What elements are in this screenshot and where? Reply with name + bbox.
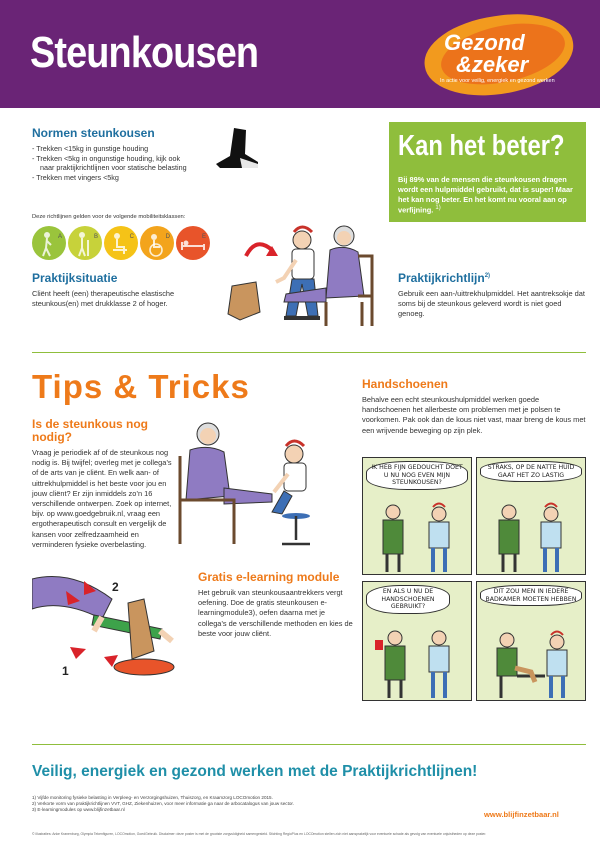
mobility-class-letter: C [129,234,134,240]
footnotes [32,795,452,814]
praktijksituatie-section [32,271,222,309]
stocking-aid-hands-illustration [32,569,192,683]
mobility-class-c-icon [104,226,138,260]
elearning-text: Het gebruik van steunkousaantrekkers vergt oefening. Doe de gratis steunkousen e-learningmodule3), oefen daarna met je collega’s de verschillende methoden en kies de beste voor jouw cliënt. [198,588,353,638]
tips-tricks-title: Tips & Tricks [32,368,250,405]
steunkous-nodig-heading: Is de steunkous nog nodig? [32,417,149,444]
comic-figures-icon [373,502,463,574]
mobility-class-letter: B [93,234,98,240]
comic-figures-icon [487,498,577,574]
copyright-disclaimer: © illustraties: Anke Kranenburg, Olympia Tekenfiguren, LOCOmotion, GoedGebruik. Disclaimer: deze poster is met de grootste zorgvuldigheid samengesteld. Stichting RegioPlus en LOCOmotion stellen zich niet aansprakelijk voor eventuele schade als gevolg van eventuele onjuistheden op deze poster. [32,832,487,836]
header-banner [0,0,600,108]
praktijkrichtlijn-section [398,271,586,320]
elearning-section [198,571,354,639]
normen-heading: Normen steunkousen [32,126,155,140]
comic-panel-1 [362,457,472,575]
website-link[interactable]: www.blijfinzetbaar.nl [484,810,559,819]
comic-figures-icon [485,618,579,700]
caregiver-putting-on-stocking-illustration [226,216,386,348]
section-divider [32,352,586,353]
comic-figures-icon [373,626,463,700]
footnote: 2) Verkorte vorm van praktijkrichtlijnen VVT, GHZ, Ziekenhuizen, voor meer informatie ga naar de arbocatalogus van jouw sector. [32,801,294,807]
logo-tagline: In actie voor veilig, energiek en gezond werken [440,78,555,84]
mobility-classes [32,226,210,260]
page-title: Steunkousen [30,28,259,77]
footnote-ref: 2) [484,273,491,279]
normen-item: - Trekken <15kg in gunstige houding [32,144,149,153]
mobility-class-e-icon [176,226,210,260]
logo-text-line2: &zeker [456,52,529,77]
normen-item: - Trekken <5kg in ongunstige houding, kijk ook [32,153,181,163]
footnote: 3) E-learningmodules op www.blijfinzetbaar.nl [32,807,125,813]
comic-panel-4 [476,581,586,701]
handschoenen-text: Behalve een echt steunkoushulpmiddel werken goede handschoenen het allerbeste om problemen met je polsen te voorkomen. Pak ook dan de kous niet vast, maar breng de kous met een wrijvende beweging op zijn plek. [362,395,586,435]
mobility-class-letter: A [57,234,62,240]
arrow-label: 1 [62,664,69,678]
footnote-ref: 1) [435,205,441,212]
logo-text-line1: Gezond [444,30,525,55]
arrow-label: 2 [112,580,119,594]
elderly-woman-and-caregiver-illustration [178,416,328,556]
praktijkrichtlijn-heading [398,271,586,285]
praktijkrichtlijn-heading-text: Praktijkrichtlijn [398,271,485,285]
kan-het-beter-text [398,175,583,216]
praktijksituatie-heading: Praktijksituatie [32,271,118,285]
mobility-class-a-icon [32,226,66,260]
mobility-class-b-icon [68,226,102,260]
praktijkrichtlijn-text: Gebruik een aan-/uittrekhulpmiddel. Het aantreksokje dat soms bij de steunkous geleverd wordt is niet goed genoeg. [398,289,585,319]
praktijksituatie-text: Cliënt heeft (een) therapeutische elastische steunkous(en) met drukklasse 2 of hoger. [32,289,175,309]
handschoenen-section [362,378,586,436]
speech-bubble: IK HEB FIJN GEDOUCHT DOET U NU NOG EVEN MIJN STEUNKOUSEN? [366,461,468,490]
normen-item: - Trekken met vingers <5kg [32,172,119,182]
mobility-class-letter: E [201,234,206,240]
foot-stocking-icon [212,126,262,172]
footnote: 1) Vijfde monitoring fysieke belasting in Verpleeg- en Verzorgingshuizen, Thuiszorg, en Kraamzorg LOCOmotion 2015. [32,795,273,800]
mobility-class-d-icon [140,226,174,260]
steunkous-nodig-text: Vraag je periodiek af of de steunkous nog nodig is. Bij twijfel; overleg met je collega’s of de arts van je cliënt. En welk aan- of uittrekhulpmiddel is het beste voor jou en jouw cliënt? Er zijn inmiddels zo’n 16 verschillende ontwerpen. Zoek op internet, bijv. op www.goedgebruik.nl, vraag een ergotherapeutisch consult en vergelijk de kansen voor zelfredzaamheid en verminderen fysieke overbelasting. [32,448,172,549]
kan-het-beter-title: Kan het beter? [398,130,565,162]
comic-panel-3 [362,581,472,701]
normen-item: naar praktijkrichtlijnen voor statische belasting [40,163,187,173]
speech-bubble: STRAKS, OP DE NATTE HUID GAAT HET ZO LASTIG [480,461,582,482]
handschoenen-heading: Handschoenen [362,377,449,391]
elearning-heading: Gratis e-learning module [198,570,340,584]
section-divider [32,744,586,745]
steunkous-nodig-section [32,418,176,550]
slogan: Veilig, energiek en gezond werken met de Praktijkrichtlijnen! [32,763,478,780]
mobility-classes-label: Deze richtlijnen gelden voor de volgende mobiliteitsklassen: [32,214,186,220]
mobility-class-letter: D [165,234,170,240]
gezond-zeker-logo[interactable] [420,12,586,100]
speech-bubble: DIT ZOU MEN IN IEDERE BADKAMER MOETEN HEBBEN [480,585,582,606]
comic-panel-2 [476,457,586,575]
kan-het-beter-body: Bij 89% van de mensen die steunkousen dragen wordt een hulpmiddel gebruikt, dat is super! Maar het kan nog beter. En het komt nu vooral aan op verfijning. [398,175,573,215]
speech-bubble: EN ALS U NU DE HANDSCHOENEN GEBRUIKT? [366,585,450,614]
